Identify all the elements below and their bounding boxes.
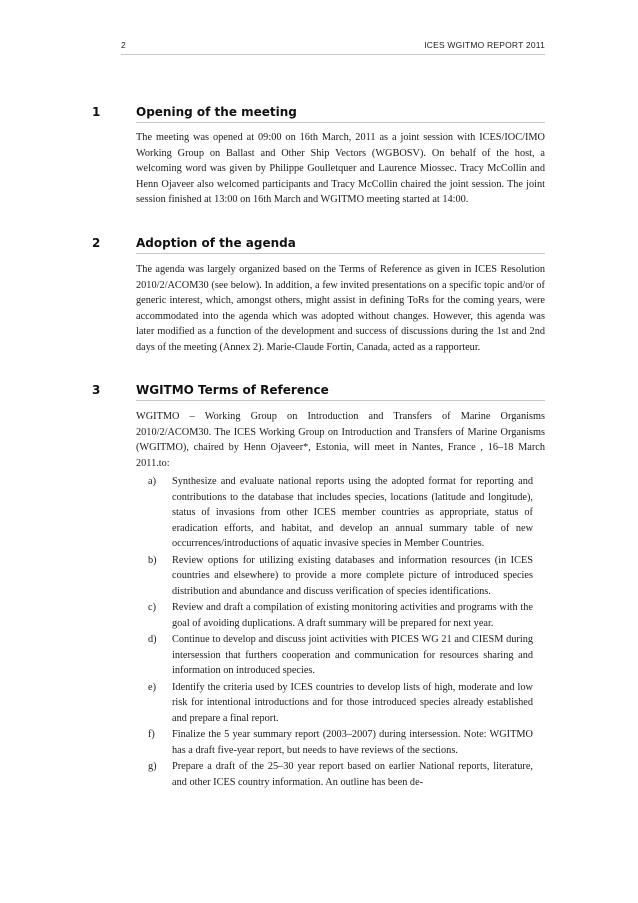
list-item-text: Prepare a draft of the 25–30 year report based on earlier National reports, literature, and other ICES country information. An outline has been de- bbox=[172, 761, 533, 788]
section-heading bbox=[0, 381, 638, 403]
list-item bbox=[148, 474, 533, 552]
list-item-label: d) bbox=[148, 634, 157, 645]
section-number: 3 bbox=[92, 383, 101, 397]
heading-rule bbox=[136, 400, 545, 401]
section-heading bbox=[0, 103, 638, 125]
list-item bbox=[148, 600, 533, 631]
section-agenda bbox=[0, 234, 638, 256]
list-item-text: Identify the criteria used by ICES countries to develop lists of high, moderate and low risk for intentional introductions and for those introduced species already established and prepare a final report. bbox=[172, 681, 533, 724]
heading-rule bbox=[136, 253, 545, 254]
list-item-text: Finalize the 5 year summary report (2003–2007) during intersession. Note: WGITMO has a draft five-year report, but needs to have reviews of the sections. bbox=[172, 729, 533, 756]
section-opening bbox=[0, 103, 638, 125]
section-paragraph: The agenda was largely organized based on the Terms of Reference as given in ICES Resolution 2010/2/ACOM30 (see below). In addition, a few invited presentations on a specific topic and/or of generic interest, which, amongst others, might assist in defining ToRs for the coming years, were accommodated into the agenda which was adopted without changes. However, this agenda was later modified as a function of the development and success of discussions during the 1st and 2nd days of the meeting (Annex 2). Marie-Claude Fortin, Canada, acted as a rapporteur. bbox=[136, 264, 545, 353]
list-item bbox=[148, 759, 533, 790]
list-item-text: Synthesize and evaluate national reports using the adopted format for reporting and contributions to the database that includes species, locations (latitude and longitude), status of invasions from other ICES member countries as appropriate, status of eradication efforts, and habitat, and develop an annual summary table of new occurrences/introductions of aquatic invasive species in Member Countries. bbox=[172, 476, 533, 549]
list-item-label: c) bbox=[148, 602, 156, 613]
section-number: 2 bbox=[92, 236, 101, 250]
terms-list bbox=[148, 474, 533, 790]
section-title: Opening of the meeting bbox=[136, 105, 297, 119]
heading-rule bbox=[136, 122, 545, 123]
section-terms-of-reference bbox=[0, 381, 638, 403]
running-header bbox=[121, 38, 545, 55]
report-title: ICES WGITMO REPORT 2011 bbox=[424, 40, 545, 50]
list-item bbox=[148, 632, 533, 679]
section-title: Adoption of the agenda bbox=[136, 236, 296, 250]
list-item bbox=[148, 727, 533, 758]
list-item-text: Review and draft a compilation of existing monitoring activities and programs with the goal of avoiding duplications. A draft summary will be prepared for next year. bbox=[172, 602, 533, 629]
section-number: 1 bbox=[92, 105, 101, 119]
section-paragraph: WGITMO – Working Group on Introduction and Transfers of Marine Organisms 2010/2/ACOM30. The ICES Working Group on Introduction and Transfers of Marine Organisms (WGITMO), chaired by Henn Ojaveer*, Estonia, will meet in Nantes, France , 16–18 March 2011.to: bbox=[136, 411, 545, 469]
list-item-label: g) bbox=[148, 761, 157, 772]
page-number: 2 bbox=[121, 40, 126, 50]
list-item-label: e) bbox=[148, 681, 156, 693]
list-item-label: f) bbox=[148, 729, 155, 740]
section-paragraph: The meeting was opened at 09:00 on 16th March, 2011 as a joint session with ICES/IOC/IMO Working Group on Ballast and Other Ship Vectors (WGBOSV). On behalf of the host, a welcoming word was given by Philippe Goulletquer and Laurence Miossec. Tracy McCollin and Henn Ojaveer also welcomed participants and Tracy McCollin chaired the joint session. The joint session finished at 13:00 on 16th March and WGITMO meeting started at 14:00. bbox=[136, 132, 545, 205]
list-item-text: Review options for utilizing existing databases and information resources (in ICES countries and elsewhere) to provide a more complete picture of introduced species distribution and abundance and discuss verification of species identifications. bbox=[172, 554, 533, 597]
list-item-text: Continue to develop and discuss joint activities with PICES WG 21 and CIESM during intersession that furthers cooperation and communication for resources sharing and information on introduced species. bbox=[172, 634, 533, 676]
list-item bbox=[148, 680, 533, 727]
section-heading bbox=[0, 234, 638, 256]
section-title: WGITMO Terms of Reference bbox=[136, 383, 329, 397]
list-item-label: b) bbox=[148, 554, 157, 566]
list-item-label: a) bbox=[148, 476, 156, 487]
list-item bbox=[148, 553, 533, 600]
